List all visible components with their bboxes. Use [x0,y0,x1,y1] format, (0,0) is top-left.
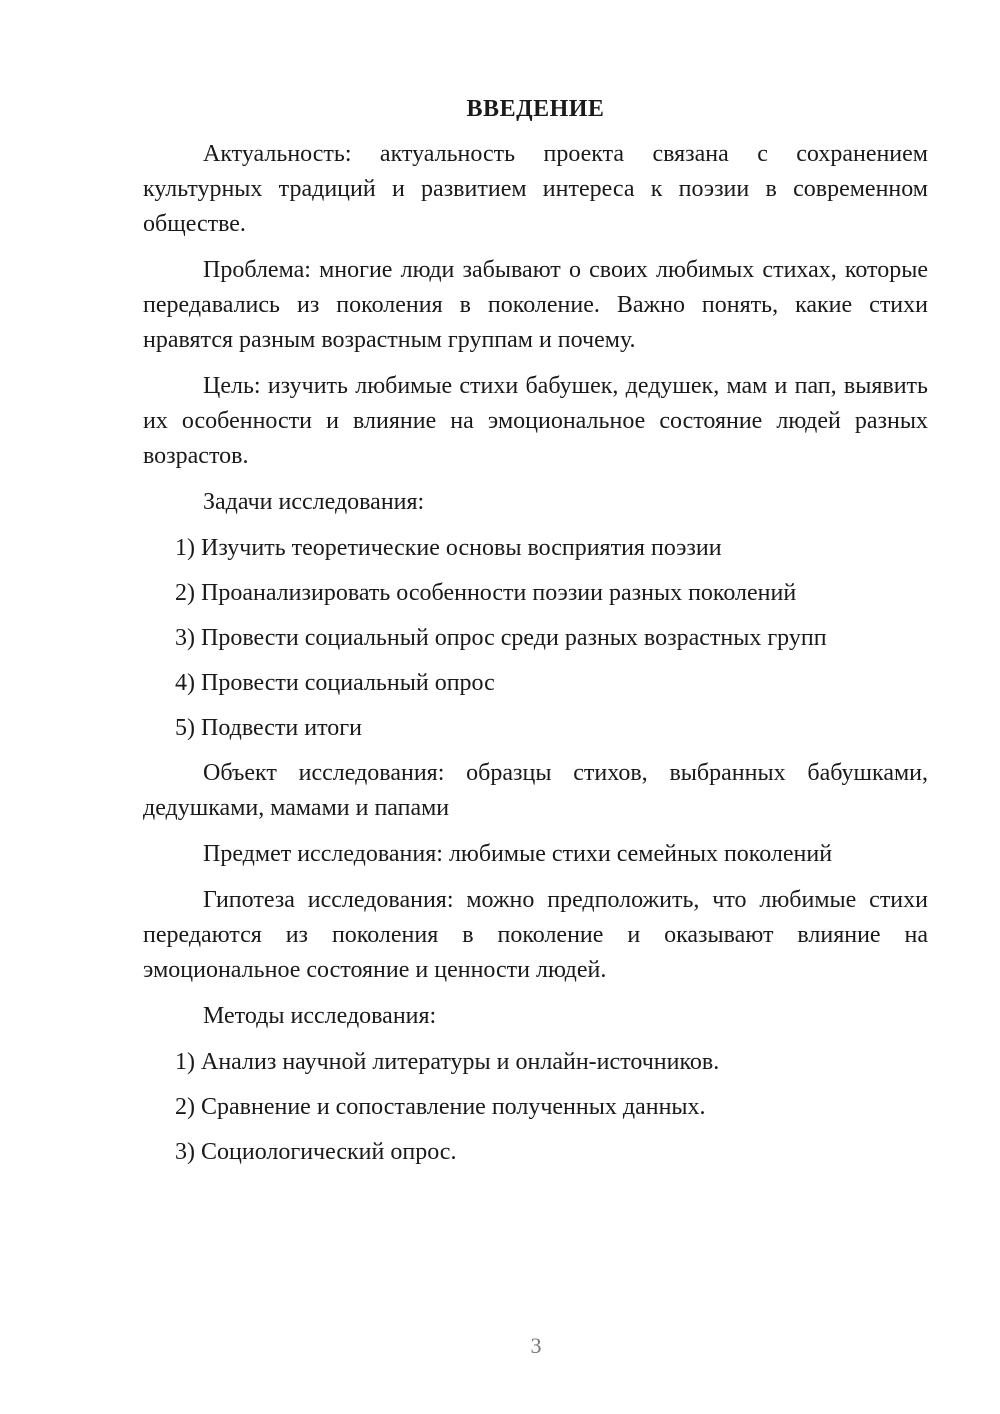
subject-paragraph: Предмет исследования: любимые стихи семейных поколений [203,841,833,867]
methods-list [143,1045,928,1170]
page-content [143,92,928,1180]
page-number: 3 [530,1333,542,1358]
hypothesis-paragraph: Гипотеза исследования: можно предположить, что любимые стихи передаются из поколения в поколение и оказывают влияние на эмоциональное состояние и ценности людей. [143,887,928,983]
list-item: 2) Проанализировать особенности поэзии разных поколений [175,580,797,606]
problem-paragraph: Проблема: многие люди забывают о своих любимых стихах, которые передавались из поколения в поколение. Важно понять, какие стихи нравятся разным возрастным группам и почему. [143,257,928,353]
relevance-paragraph: Актуальность: актуальность проекта связана с сохранением культурных традиций и развитием интереса к поэзии в современном обществе. [143,141,928,237]
list-item: 3) Провести социальный опрос среди разных возрастных групп [175,625,827,651]
list-item: 2) Сравнение и сопоставление полученных данных. [175,1094,706,1120]
list-item: 1) Анализ научной литературы и онлайн-источников. [175,1049,720,1075]
tasks-heading: Задачи исследования: [203,489,425,515]
methods-heading: Методы исследования: [203,1003,437,1029]
object-paragraph: Объект исследования: образцы стихов, выбранных бабушками, дедушками, мамами и папами [143,760,928,821]
tasks-list [143,531,928,746]
list-item: 1) Изучить теоретические основы восприятия поэзии [175,535,722,561]
list-item: 3) Социологический опрос. [175,1139,457,1165]
section-title: ВВЕДЕНИЕ [466,96,605,122]
list-item: 5) Подвести итоги [175,715,362,741]
goal-paragraph: Цель: изучить любимые стихи бабушек, дедушек, мам и пап, выявить их особенности и влияние на эмоциональное состояние людей разных возрастов. [143,373,928,469]
list-item: 4) Провести социальный опрос [175,670,495,696]
